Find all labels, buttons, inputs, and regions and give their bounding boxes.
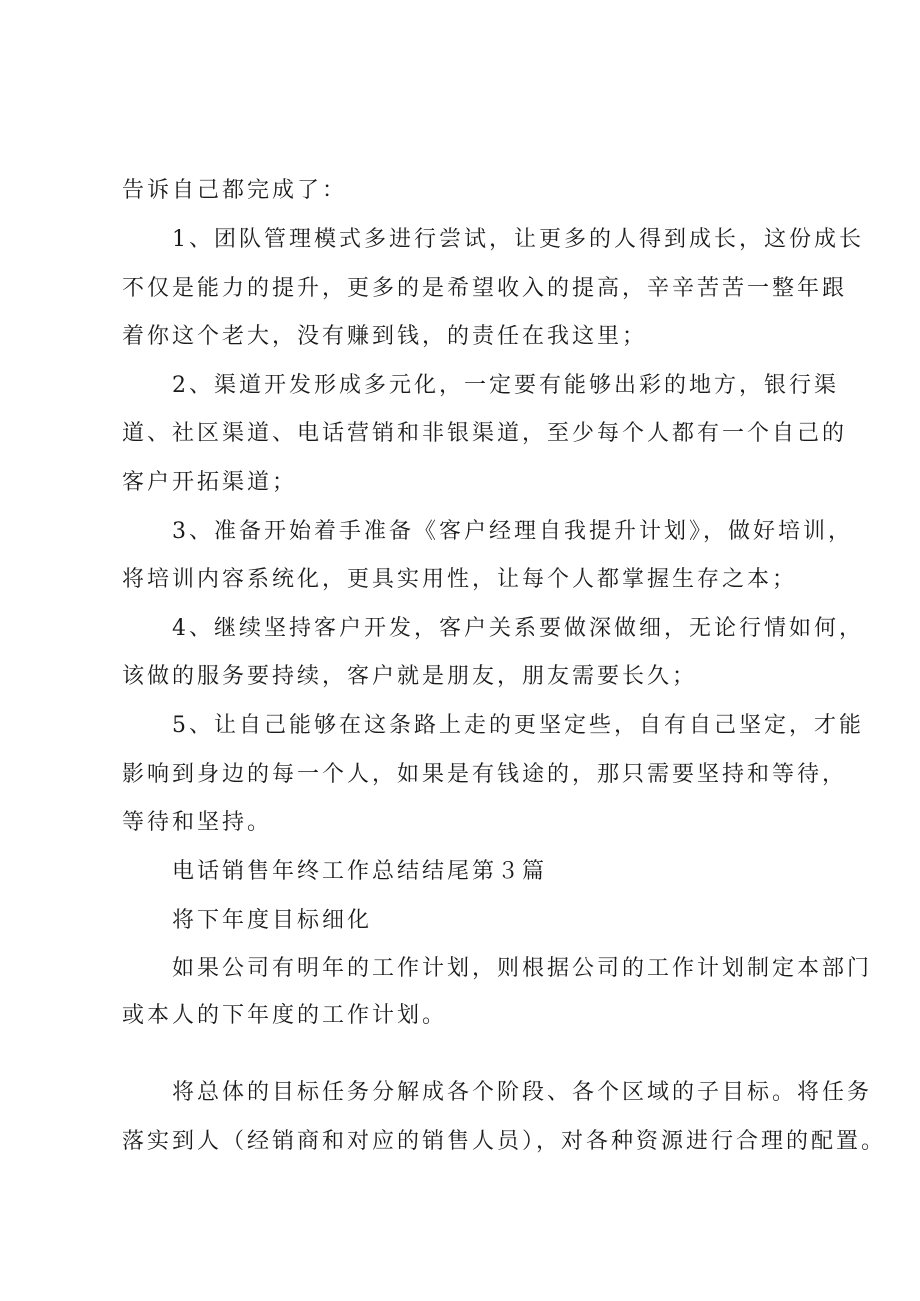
text-line: 或本人的下年度的工作计划。 xyxy=(122,1003,448,1028)
text-line: 2、渠道开发形成多元化，一定要有能够出彩的地方，银行渠 xyxy=(172,373,839,398)
text-line: 不仅是能力的提升，更多的是希望收入的提高，辛辛苦苦一整年跟 xyxy=(122,276,848,301)
text-line: 道、社区渠道、电话营销和非银渠道，至少每个人都有一个自己的 xyxy=(122,421,848,446)
text-line: 客户开拓渠道； xyxy=(122,470,298,495)
text-line: 将总体的目标任务分解成各个阶段、各个区域的子目标。将任务 xyxy=(172,1080,873,1105)
text-line: 告诉自己都完成了： xyxy=(122,178,348,203)
text-line: 5、让自己能够在这条路上走的更坚定些，自有自己坚定，才能 xyxy=(172,713,864,738)
text-line: 将培训内容系统化，更具实用性，让每个人都掌握生存之本； xyxy=(122,567,798,592)
text-line: 影响到身边的每一个人，如果是有钱途的，那只需要坚持和等待， xyxy=(122,762,848,787)
text-line: 3、准备开始着手准备《客户经理自我提升计划》，做好培训， xyxy=(172,519,853,544)
text-line: 落实到人（经销商和对应的销售人员），对各种资源进行合理的配置。 xyxy=(122,1129,887,1154)
text-line: 着你这个老大，没有赚到钱，的责任在我这里； xyxy=(122,324,648,349)
text-line: 该做的服务要持续，客户就是朋友，朋友需要长久； xyxy=(122,664,698,689)
section-heading: 电话销售年终工作总结结尾第３篇 xyxy=(172,859,548,884)
subheading: 将下年度目标细化 xyxy=(172,908,373,933)
text-line: 如果公司有明年的工作计划，则根据公司的工作计划制定本部门 xyxy=(172,956,873,981)
text-line: 4、继续坚持客户开发，客户关系要做深做细，无论行情如何， xyxy=(172,616,864,641)
text-line: 1、团队管理模式多进行尝试，让更多的人得到成长，这份成长 xyxy=(172,227,864,252)
text-line: 等待和坚持。 xyxy=(122,810,273,835)
